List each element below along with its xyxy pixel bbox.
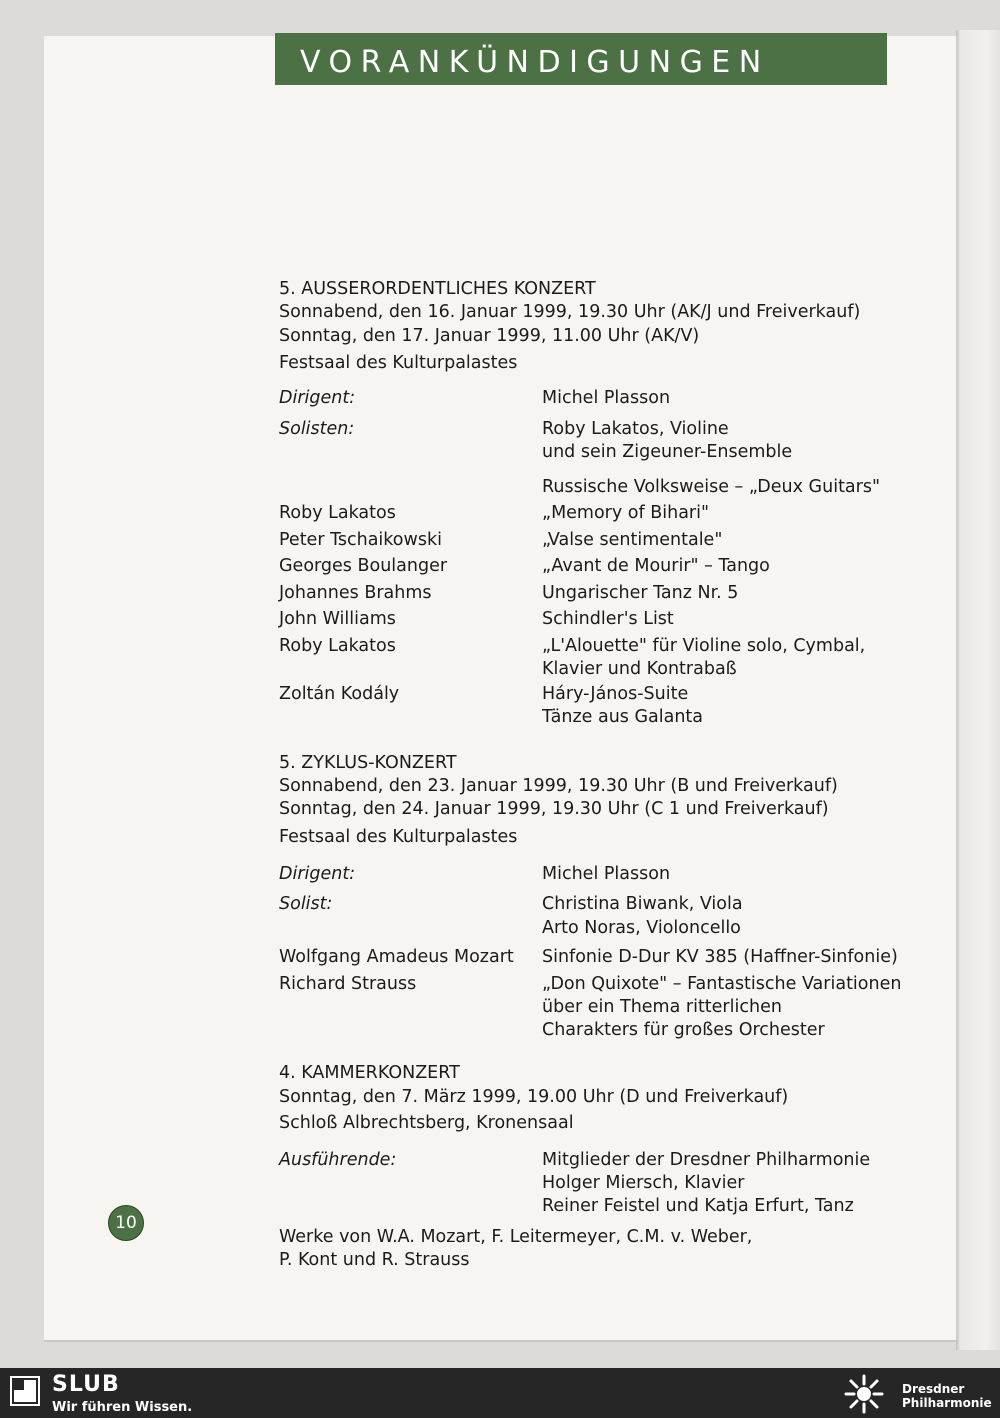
role-value: Michel Plasson — [542, 864, 671, 884]
page-title: VORANKÜNDIGUNGEN — [300, 45, 770, 80]
works-line: P. Kont und R. Strauss — [279, 1250, 470, 1270]
program-composer: Johannes Brahms — [279, 583, 432, 603]
program-composer: Zoltán Kodály — [279, 684, 400, 704]
role-label: Solist: — [279, 894, 333, 914]
concert-date: Sonnabend, den 23. Januar 1999, 19.30 Uhr (B und Freiverkauf) — [279, 776, 838, 796]
works-line: Werke von W.A. Mozart, F. Leitermeyer, C.M. v. Weber, — [279, 1227, 753, 1247]
role-value: und sein Zigeuner-Ensemble — [542, 442, 793, 462]
program-composer: Wolfgang Amadeus Mozart — [279, 947, 514, 967]
program-work: Ungarischer Tanz Nr. 5 — [542, 583, 739, 603]
slub-tagline: Wir führen Wissen. — [52, 1400, 193, 1415]
role-label: Dirigent: — [279, 864, 356, 884]
dp-name-line1: Dresdner — [902, 1382, 965, 1396]
role-label: Dirigent: — [279, 388, 356, 408]
page-number-badge: 10 — [108, 1205, 144, 1241]
concert-title: 4. KAMMERKONZERT — [279, 1063, 460, 1083]
program-work: Klavier und Kontrabaß — [542, 659, 737, 679]
role-value: Holger Miersch, Klavier — [542, 1173, 745, 1193]
concert-title: 5. ZYKLUS-KONZERT — [279, 753, 457, 773]
dp-name-line2: Philharmonie — [902, 1396, 992, 1410]
role-value: Arto Noras, Violoncello — [542, 918, 741, 938]
concert-date: Sonnabend, den 16. Januar 1999, 19.30 Uhr (AK/J und Freiverkauf) — [279, 302, 861, 322]
program-composer: Roby Lakatos — [279, 503, 396, 523]
concert-venue: Schloß Albrechtsberg, Kronensaal — [279, 1113, 574, 1133]
program-work: Schindler's List — [542, 609, 674, 629]
program-work: Sinfonie D-Dur KV 385 (Haffner-Sinfonie) — [542, 947, 898, 967]
program-composer: Georges Boulanger — [279, 556, 448, 576]
slub-name: SLUB — [52, 1372, 120, 1397]
program-work: „Memory of Bihari" — [542, 503, 710, 523]
concert-date: Sonntag, den 17. Januar 1999, 11.00 Uhr (AK/V) — [279, 326, 700, 346]
program-work: Russische Volksweise – „Deux Guitars" — [542, 477, 881, 497]
program-page — [44, 36, 956, 1340]
program-composer: Peter Tschaikowski — [279, 530, 442, 550]
slub-logo-icon — [10, 1376, 40, 1406]
program-work: Háry-János-Suite — [542, 684, 689, 704]
program-work: „Valse sentimentale" — [542, 530, 723, 550]
program-work: „Don Quixote" – Fantastische Variationen — [542, 974, 902, 994]
concert-date: Sonntag, den 24. Januar 1999, 19.30 Uhr (C 1 und Freiverkauf) — [279, 799, 829, 819]
concert-date: Sonntag, den 7. März 1999, 19.00 Uhr (D und Freiverkauf) — [279, 1087, 789, 1107]
concert-venue: Festsaal des Kulturpalastes — [279, 827, 518, 847]
role-label: Ausführende: — [279, 1150, 397, 1170]
program-work: über ein Thema ritterlichen — [542, 997, 782, 1017]
role-value: Roby Lakatos, Violine — [542, 419, 729, 439]
role-value: Reiner Feistel und Katja Erfurt, Tanz — [542, 1196, 854, 1216]
concert-venue: Festsaal des Kulturpalastes — [279, 353, 518, 373]
program-work: „L'Alouette" für Violine solo, Cymbal, — [542, 636, 866, 656]
program-composer: John Williams — [279, 609, 396, 629]
program-work: „Avant de Mourir" – Tango — [542, 556, 770, 576]
role-value: Michel Plasson — [542, 388, 671, 408]
program-work: Tänze aus Galanta — [542, 707, 704, 727]
role-value: Christina Biwank, Viola — [542, 894, 743, 914]
role-label: Solisten: — [279, 419, 355, 439]
program-work: Charakters für großes Orchester — [542, 1020, 825, 1040]
program-composer: Roby Lakatos — [279, 636, 396, 656]
dresdner-philharmonie-logo-icon — [840, 1372, 888, 1416]
program-composer: Richard Strauss — [279, 974, 417, 994]
concert-title: 5. AUSSERORDENTLICHES KONZERT — [279, 279, 596, 299]
next-page-edge — [956, 30, 1000, 1350]
role-value: Mitglieder der Dresdner Philharmonie — [542, 1150, 871, 1170]
